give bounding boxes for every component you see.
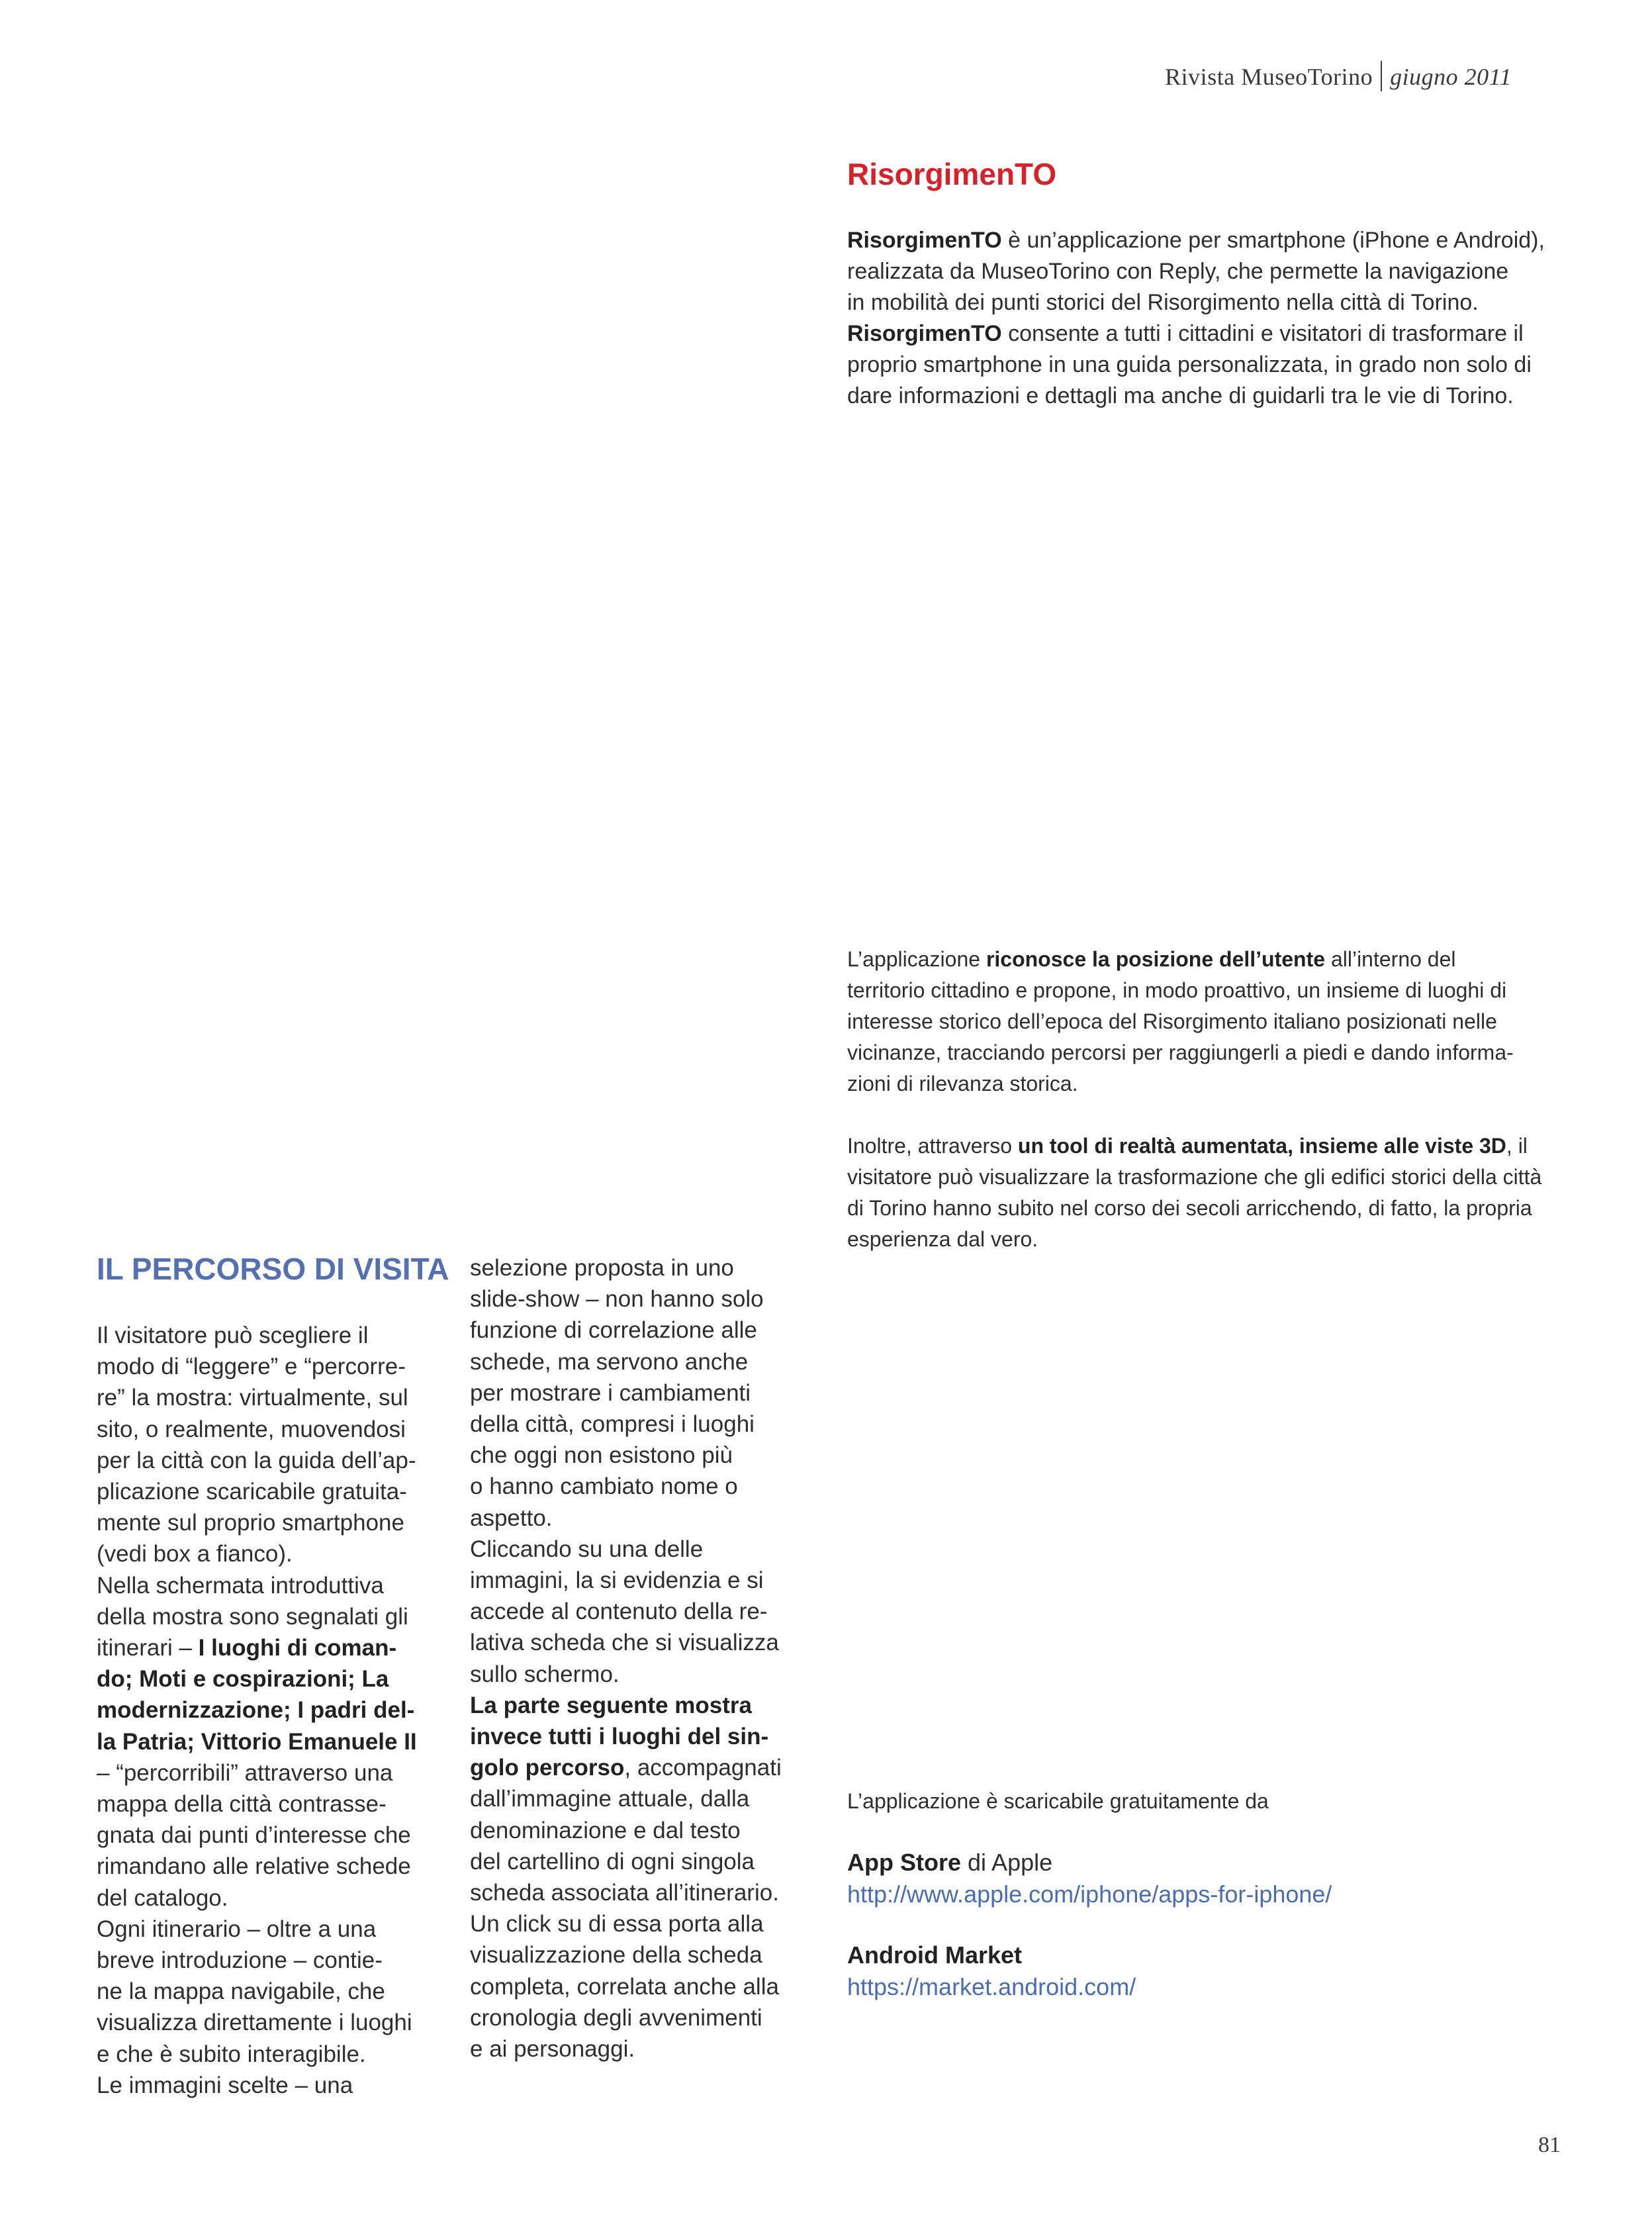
text-line: territorio cittadino e propone, in modo proattivo, un insieme di luoghi di <box>847 978 1507 1002</box>
text-line: modernizzazione; I padri del- <box>97 1697 415 1724</box>
text-line: per mostrare i cambiamenti <box>470 1379 751 1406</box>
android-market-label: Android Market <box>847 1941 1023 1969</box>
text-line: e ai personaggi. <box>470 2036 635 2063</box>
text-line: L’applicazione riconosce la posizione dell’utente all’interno del <box>847 947 1456 971</box>
text-line: golo percorso, accompagnati <box>470 1755 782 1781</box>
text-line: La parte seguente mostra <box>470 1692 752 1718</box>
text-line: RisorgimenTO è un’applicazione per smartphone (iPhone e Android), <box>847 228 1545 253</box>
text-line: zioni di rilevanza storica. <box>847 1072 1078 1095</box>
android-market-block <box>847 1939 1136 2003</box>
text-line: della città, compresi i luoghi <box>470 1411 755 1438</box>
text-line: completa, correlata anche alla <box>470 1973 779 2000</box>
app-store-block <box>847 1847 1332 1910</box>
text-line: RisorgimenTO consente a tutti i cittadini e visitatori di trasformare il <box>847 321 1524 346</box>
text-line: gnata dai punti d’interesse che <box>97 1822 411 1849</box>
text-line: do; Moti e cospirazioni; La <box>97 1666 389 1693</box>
text-line: slide-show – non hanno solo <box>470 1286 764 1313</box>
text-line: Il visitatore può scegliere il <box>97 1323 369 1348</box>
text-line: mappa della città contrasse- <box>97 1791 387 1818</box>
text-line: schede, ma servono anche <box>470 1348 749 1375</box>
text-line: interesse storico dell’epoca del Risorgimento italiano posizionati nelle <box>847 1009 1497 1033</box>
percorso-column-2 <box>470 1252 782 2065</box>
text-line: Nella schermata introduttiva <box>97 1572 384 1599</box>
text-line: accede al contenuto della re- <box>470 1599 768 1625</box>
text-line: plicazione scaricabile gratuita- <box>97 1479 407 1505</box>
text-line: realizzata da MuseoTorino con Reply, che permette la navigazione <box>847 259 1509 284</box>
text-line: funzione di correlazione alle <box>470 1317 757 1344</box>
app-store-link[interactable]: http://www.apple.com/iphone/apps-for-iphone/ <box>847 1881 1332 1908</box>
text-line: Cliccando su una delle <box>470 1536 704 1562</box>
magazine-name: Rivista MuseoTorino <box>1165 64 1373 90</box>
percorso-section-title: IL PERCORSO DI VISITA <box>97 1252 449 1286</box>
text-line: per la città con la guida dell’ap- <box>97 1447 416 1473</box>
text-line: del cartellino di ogni singola <box>470 1848 755 1875</box>
app-section-title: RisorgimenTO <box>847 157 1057 191</box>
text-line: e che è subito interagibile. <box>97 2041 366 2067</box>
text-line: visitatore può visualizzare la trasformazione che gli edifici storici della città <box>847 1165 1542 1189</box>
page-number: 81 <box>1538 2133 1561 2157</box>
android-market-link[interactable]: https://market.android.com/ <box>847 1973 1136 2000</box>
text-line: Ogni itinerario – oltre a una <box>97 1916 377 1942</box>
text-line: aspetto. <box>470 1505 553 1531</box>
text-line: proprio smartphone in una guida personalizzata, in grado non solo di <box>847 352 1532 377</box>
issue-date: giugno 2011 <box>1390 64 1512 90</box>
text-line: cronologia degli avvenimenti <box>470 2004 762 2031</box>
text-line: la Patria; Vittorio Emanuele II <box>97 1728 417 1755</box>
text-line: lativa scheda che si visualizza <box>470 1630 779 1656</box>
app-intro-paragraph <box>847 225 1545 412</box>
text-line: breve introduzione – contie- <box>97 1947 383 1974</box>
download-text: L’applicazione è scaricabile gratuitamente da <box>847 1789 1269 1813</box>
app-augmented-reality-paragraph <box>847 1131 1541 1255</box>
text-line: sito, o realmente, muovendosi <box>97 1416 406 1442</box>
text-line: modo di “leggere” e “percorre- <box>97 1354 406 1380</box>
text-line: di Torino hanno subito nel corso dei secoli arricchendo, di fatto, la propria <box>847 1196 1532 1220</box>
text-line: ne la mappa navigabile, che <box>97 1978 385 2005</box>
text-line: in mobilità dei punti storici del Risorgimento nella città di Torino. <box>847 290 1479 315</box>
text-line: Un click su di essa porta alla <box>470 1911 764 1937</box>
text-line: del catalogo. <box>97 1884 228 1911</box>
text-line: mente sul proprio smartphone <box>97 1510 404 1536</box>
text-line: visualizzazione della scheda <box>470 1942 762 1969</box>
text-line: denominazione e dal testo <box>470 1817 741 1843</box>
text-line: vicinanze, tracciando percorsi per raggiungerli a piedi e dando informa- <box>847 1041 1514 1064</box>
text-line: immagini, la si evidenzia e si <box>470 1567 764 1594</box>
text-line: Inoltre, attraverso un tool di realtà aumentata, insieme alle viste 3D, il <box>847 1134 1528 1158</box>
text-line: esperienza dal vero. <box>847 1227 1038 1251</box>
text-line: rimandano alle relative schede <box>97 1853 411 1880</box>
text-line: della mostra sono segnalati gli <box>97 1603 408 1630</box>
text-line: sullo schermo. <box>470 1661 620 1687</box>
text-line: scheda associata all’itinerario. <box>470 1880 779 1906</box>
text-line: – “percorribili” attraverso una <box>97 1759 393 1786</box>
text-line: che oggi non esistono più <box>470 1442 733 1469</box>
text-line: dare informazioni e dettagli ma anche di guidarli tra le vie di Torino. <box>847 383 1514 408</box>
text-line: (vedi box a fianco). <box>97 1541 293 1567</box>
text-line: itinerari – I luoghi di coman- <box>97 1635 397 1661</box>
text-line: o hanno cambiato nome o <box>470 1473 738 1500</box>
text-line: dall’immagine attuale, dalla <box>470 1786 750 1812</box>
text-line: Le immagini scelte – una <box>97 2072 353 2098</box>
app-store-label: App Store di Apple <box>847 1849 1053 1876</box>
text-line: invece tutti i luoghi del sin- <box>470 1724 769 1750</box>
text-line: selezione proposta in uno <box>470 1255 734 1281</box>
text-line: re” la mostra: virtualmente, sul <box>97 1385 408 1411</box>
app-position-paragraph <box>847 944 1514 1099</box>
running-header <box>1165 61 1512 91</box>
header-divider <box>1381 61 1382 91</box>
percorso-column-1 <box>97 1320 417 2101</box>
text-line: visualizza direttamente i luoghi <box>97 2010 412 2036</box>
